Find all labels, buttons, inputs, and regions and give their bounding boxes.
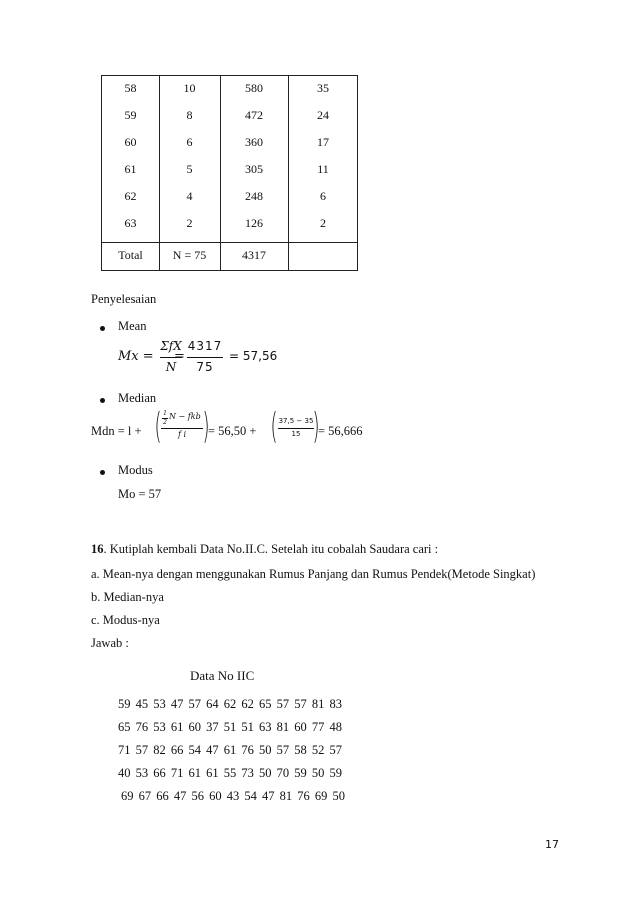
table-cell: 472 xyxy=(245,108,263,122)
table-cell: 8 xyxy=(186,108,193,122)
table-cell: 580 xyxy=(245,81,263,95)
answer-label: Jawab : xyxy=(91,636,129,650)
table-cell: 63 xyxy=(124,216,137,230)
median-lhs: Mdn = l + xyxy=(91,424,142,438)
median-numerator: 37,5 − 35 xyxy=(278,417,314,425)
mean-label: Mean xyxy=(118,319,147,333)
mean-denominator: N xyxy=(165,360,177,374)
table-cell: 5 xyxy=(186,162,193,176)
median-inner-numerator: N − fkb xyxy=(169,412,201,421)
question-item-c: c. Modus-nya xyxy=(91,613,160,627)
question-number: 16 xyxy=(91,542,104,556)
mean-result: = 57,56 xyxy=(229,349,278,363)
table-cell: 4 xyxy=(186,189,193,203)
median-result: = 56,666 xyxy=(318,424,363,438)
table-cell: 58 xyxy=(124,81,137,95)
fraction-bar xyxy=(161,428,203,429)
data-row: 65 76 53 61 60 37 51 51 63 81 60 77 48 xyxy=(118,720,342,734)
question-item-a: a. Mean-nya dengan menggunakan Rumus Panjang dan Rumus Pendek(Metode Singkat) xyxy=(91,567,536,581)
left-paren-icon: ( xyxy=(270,406,278,447)
mean-sum-numerator: 4317 xyxy=(187,339,223,353)
question-text: . Kutiplah kembali Data No.II.C. Setelah itu cobalah Saudara cari : xyxy=(103,542,439,556)
median-inner-denominator: f i xyxy=(177,430,187,439)
table-cell: 2 xyxy=(320,216,326,230)
data-row: 71 57 82 66 54 47 61 76 50 57 58 52 57 xyxy=(118,743,342,757)
question-line xyxy=(91,542,438,557)
mean-equals: = xyxy=(174,349,185,364)
table-cell: N = 75 xyxy=(172,248,207,262)
right-paren-icon: ) xyxy=(202,406,210,447)
table-cell: 305 xyxy=(245,162,263,176)
data-row: 69 67 66 47 56 60 43 54 47 81 76 69 50 xyxy=(121,789,345,803)
half-numerator: 1 xyxy=(163,410,167,417)
modus-value: Mo = 57 xyxy=(118,487,162,501)
table-cell: 17 xyxy=(317,135,329,149)
table-cell: 11 xyxy=(317,162,329,176)
half-denominator: 2 xyxy=(163,419,167,426)
page-number: 17 xyxy=(545,838,559,851)
bullet-icon xyxy=(100,326,105,331)
table-cell: Total xyxy=(118,248,143,262)
data-title: Data No IIC xyxy=(190,668,255,683)
solution-heading: Penyelesaian xyxy=(91,292,157,306)
table-cell: 248 xyxy=(245,189,263,203)
table-cell: 10 xyxy=(183,81,196,95)
table-cell: 60 xyxy=(124,135,137,149)
table-cell: 59 xyxy=(124,108,137,122)
mean-n-denominator: 75 xyxy=(196,360,214,374)
table-cell: 62 xyxy=(124,189,137,203)
question-item-b: b. Median-nya xyxy=(91,590,164,604)
table-row-divider xyxy=(102,242,357,243)
frequency-table xyxy=(101,75,358,271)
table-cell: 126 xyxy=(245,216,263,230)
right-paren-icon: ) xyxy=(312,406,320,447)
mean-lhs: Mx = xyxy=(118,349,154,364)
median-label: Median xyxy=(118,391,157,405)
table-cell: 6 xyxy=(320,189,326,203)
modus-label: Modus xyxy=(118,463,153,477)
table-cell: 6 xyxy=(186,135,193,149)
data-row: 40 53 66 71 61 61 55 73 50 70 59 50 59 xyxy=(118,766,342,780)
table-cell: 61 xyxy=(124,162,137,176)
table-cell: 24 xyxy=(317,108,329,122)
table-cell: 4317 xyxy=(242,248,266,262)
fraction-bar xyxy=(187,357,223,358)
bullet-icon xyxy=(100,470,105,475)
table-cell: 360 xyxy=(245,135,263,149)
bullet-icon xyxy=(100,398,105,403)
median-middle: = 56,50 + xyxy=(208,424,257,438)
table-cell: 35 xyxy=(317,81,329,95)
table-cell: 2 xyxy=(186,216,193,230)
left-paren-icon: ( xyxy=(154,406,162,447)
fraction-bar xyxy=(278,428,314,429)
data-row: 59 45 53 47 57 64 62 62 65 57 57 81 83 xyxy=(118,697,342,711)
mean-numerator: ΣfX xyxy=(160,339,182,353)
median-denominator: 15 xyxy=(291,430,301,438)
